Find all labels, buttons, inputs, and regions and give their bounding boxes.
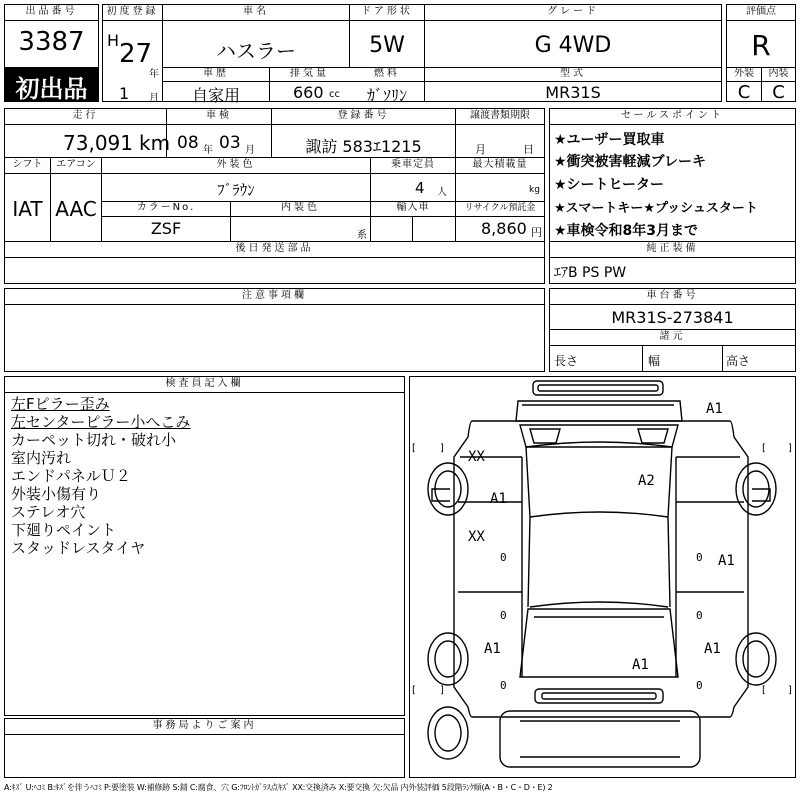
mileage: 73,091 bbox=[63, 131, 133, 155]
inspector-box bbox=[4, 376, 405, 716]
color-no: ZSF bbox=[150, 219, 182, 238]
displacement-label: 排気量 bbox=[290, 68, 329, 79]
inspector-label: 検査員記入欄 bbox=[165, 378, 244, 389]
insp-year: 08 bbox=[177, 133, 199, 153]
recycle: 8,860 bbox=[481, 219, 527, 238]
damage-mark: 0 bbox=[500, 609, 507, 622]
office-box bbox=[4, 718, 405, 778]
ext-score: C bbox=[737, 82, 751, 103]
door-label: ドア形状 bbox=[361, 6, 413, 17]
capacity: 4 bbox=[415, 179, 425, 197]
load-label: 最大積載量 bbox=[472, 159, 528, 170]
recycle-unit: 円 bbox=[531, 226, 542, 239]
year-unit: 年 bbox=[149, 69, 159, 80]
insp-month-unit: 月 bbox=[245, 145, 255, 156]
interior-unit: 系 bbox=[357, 230, 367, 241]
bracket-mark: ] bbox=[440, 443, 444, 454]
lot-number-box bbox=[4, 4, 99, 102]
damage-mark: 0 bbox=[500, 551, 507, 564]
inspector-note: 室内汚れ bbox=[11, 449, 72, 467]
damage-mark: XX bbox=[468, 529, 485, 545]
bracket-mark: [ bbox=[762, 685, 766, 696]
car-name-label: 車名 bbox=[243, 6, 269, 17]
color-label: 外装色 bbox=[216, 159, 256, 170]
bracket-mark: ] bbox=[440, 685, 444, 696]
damage-mark: 0 bbox=[696, 551, 703, 564]
model-label: 型式 bbox=[560, 68, 586, 79]
sales-point: ★ユーザー買取車 bbox=[554, 132, 665, 148]
grade: G 4WD bbox=[534, 33, 612, 58]
sales-point: ★スマートキー★プッシュスタート bbox=[554, 201, 758, 216]
score-box bbox=[726, 4, 796, 102]
inspector-note: 外装小傷有り bbox=[11, 485, 102, 503]
fuel-label: 燃料 bbox=[374, 68, 400, 79]
sales-point: ★シートヒーター bbox=[554, 177, 664, 193]
history: 自家用 bbox=[191, 86, 240, 105]
plate: 諏訪 583ｴ1215 bbox=[305, 137, 422, 156]
inspector-note: スタッドレスタイヤ bbox=[11, 539, 146, 557]
chassis-number: MR31S-273841 bbox=[611, 308, 734, 327]
insp-year-unit: 年 bbox=[203, 145, 213, 156]
details-box bbox=[4, 108, 545, 284]
chassis-box bbox=[549, 288, 796, 372]
transfer-label: 譲渡書類期限 bbox=[470, 110, 530, 121]
recycle-label: リサイクル預託金 bbox=[464, 203, 536, 213]
reg-year: 27 bbox=[119, 39, 153, 69]
later-parts-label: 後日発送部品 bbox=[235, 243, 314, 254]
capacity-label: 乗車定員 bbox=[391, 159, 435, 170]
plate-label: 登録番号 bbox=[337, 110, 390, 121]
ext-label: 外装 bbox=[734, 68, 754, 79]
import-label: 輸入車 bbox=[396, 202, 430, 213]
damage-mark: 0 bbox=[696, 609, 703, 622]
car-diagram-box bbox=[409, 376, 796, 778]
inspector-note: ステレオ穴 bbox=[11, 503, 86, 521]
legend: A:ｷｽﾞ U:ﾍｺﾐ B:ｷｽﾞを伴うﾍｺﾐ P:要塗装 W:補修跡 S:錆 C:腐食、穴 G:ﾌﾛﾝﾄｶﾞﾗｽ点ｷｽﾞ XX:交換済み X:要交換 欠:欠品 内外装評価 5段階ﾗﾝｸ順(A・B・C・D・E) 2 bbox=[4, 783, 553, 792]
sales-point: ★車検令和8年3月まで bbox=[554, 223, 699, 239]
first-reg-label: 初度登録 bbox=[106, 6, 159, 17]
office-label: 事務局よりご案内 bbox=[152, 720, 257, 731]
damage-mark: A1 bbox=[718, 553, 735, 569]
shift: IAT bbox=[12, 197, 43, 221]
score-label: 評価点 bbox=[746, 6, 776, 17]
inspector-note: エンドパネルＵ２ bbox=[11, 467, 131, 485]
transfer-month: 月 bbox=[475, 143, 486, 156]
damage-mark: XX bbox=[468, 449, 485, 465]
fuel: ｶﾞｿﾘﾝ bbox=[366, 86, 407, 105]
bracket-mark: [ bbox=[762, 443, 766, 454]
bracket-mark: ] bbox=[788, 685, 792, 696]
main-header-box bbox=[102, 4, 722, 105]
ac: AAC bbox=[55, 197, 97, 221]
damage-mark: 0 bbox=[500, 679, 507, 692]
reg-month: 1 bbox=[119, 84, 130, 103]
bracket-mark: [ bbox=[412, 443, 416, 454]
car-diagram bbox=[410, 377, 795, 777]
shift-label: シフト bbox=[12, 159, 43, 170]
damage-mark: A1 bbox=[490, 491, 507, 507]
first-listing-label: 初出品 bbox=[15, 75, 88, 103]
sales-points-box bbox=[549, 108, 796, 284]
grade-label: グレード bbox=[547, 6, 599, 17]
displacement-unit: cc bbox=[329, 89, 340, 100]
history-label: 車歴 bbox=[203, 68, 229, 79]
damage-mark: A1 bbox=[706, 401, 723, 417]
inspector-note: 左Fピラー歪み bbox=[11, 395, 110, 413]
damage-mark: 0 bbox=[696, 679, 703, 692]
damage-mark: A2 bbox=[638, 473, 655, 489]
lot-number: 3387 bbox=[18, 27, 85, 57]
inspector-note: カーペット切れ・破れ小 bbox=[11, 431, 177, 449]
sales-points-label: セールスポイント bbox=[620, 110, 725, 121]
interior-label: 内装色 bbox=[281, 202, 320, 213]
damage-mark: A1 bbox=[484, 641, 501, 657]
door-type: 5W bbox=[369, 33, 405, 58]
inspector-note: 左センターピラー小へこみ bbox=[11, 413, 191, 431]
dims-label: 諸元 bbox=[659, 331, 686, 342]
model: MR31S bbox=[545, 83, 601, 102]
displacement: 660 bbox=[293, 83, 324, 102]
inspection-label: 車検 bbox=[206, 110, 232, 121]
bracket-mark: ] bbox=[788, 443, 792, 454]
dims-width: 幅 bbox=[648, 354, 661, 368]
equipment: ｴｱB PS PW bbox=[554, 265, 627, 281]
caution-box bbox=[4, 288, 545, 372]
color: ﾌﾞﾗｳﾝ bbox=[217, 181, 255, 199]
chassis-label: 車台番号 bbox=[646, 290, 699, 301]
month-unit: 月 bbox=[149, 93, 159, 104]
caution-label: 注意事項欄 bbox=[242, 290, 307, 301]
mileage-unit: km bbox=[139, 131, 171, 155]
transfer-day: 日 bbox=[523, 143, 534, 156]
inspector-note: 下廻りペイント bbox=[11, 521, 117, 539]
sales-point: ★衝突被害軽減ブレーキ bbox=[554, 154, 706, 170]
car-name: ハスラー bbox=[216, 39, 296, 63]
color-no-label: カラーNo. bbox=[136, 202, 196, 213]
int-score: C bbox=[772, 82, 785, 103]
era: H bbox=[107, 31, 120, 50]
lot-number-label: 出品番号 bbox=[25, 6, 78, 17]
dims-height: 高さ bbox=[726, 354, 751, 368]
insp-month: 03 bbox=[219, 133, 241, 153]
ac-label: エアコン bbox=[56, 159, 96, 170]
score: R bbox=[751, 29, 771, 62]
int-label: 内装 bbox=[768, 68, 789, 79]
load-unit: kg bbox=[529, 185, 540, 195]
damage-mark: A1 bbox=[632, 657, 649, 673]
equipment-label: 純正装備 bbox=[646, 243, 699, 254]
bracket-mark: [ bbox=[412, 685, 416, 696]
dims-length: 長さ bbox=[554, 354, 579, 368]
capacity-unit: 人 bbox=[437, 187, 447, 198]
damage-mark: A1 bbox=[704, 641, 721, 657]
mileage-label: 走行 bbox=[72, 110, 99, 121]
